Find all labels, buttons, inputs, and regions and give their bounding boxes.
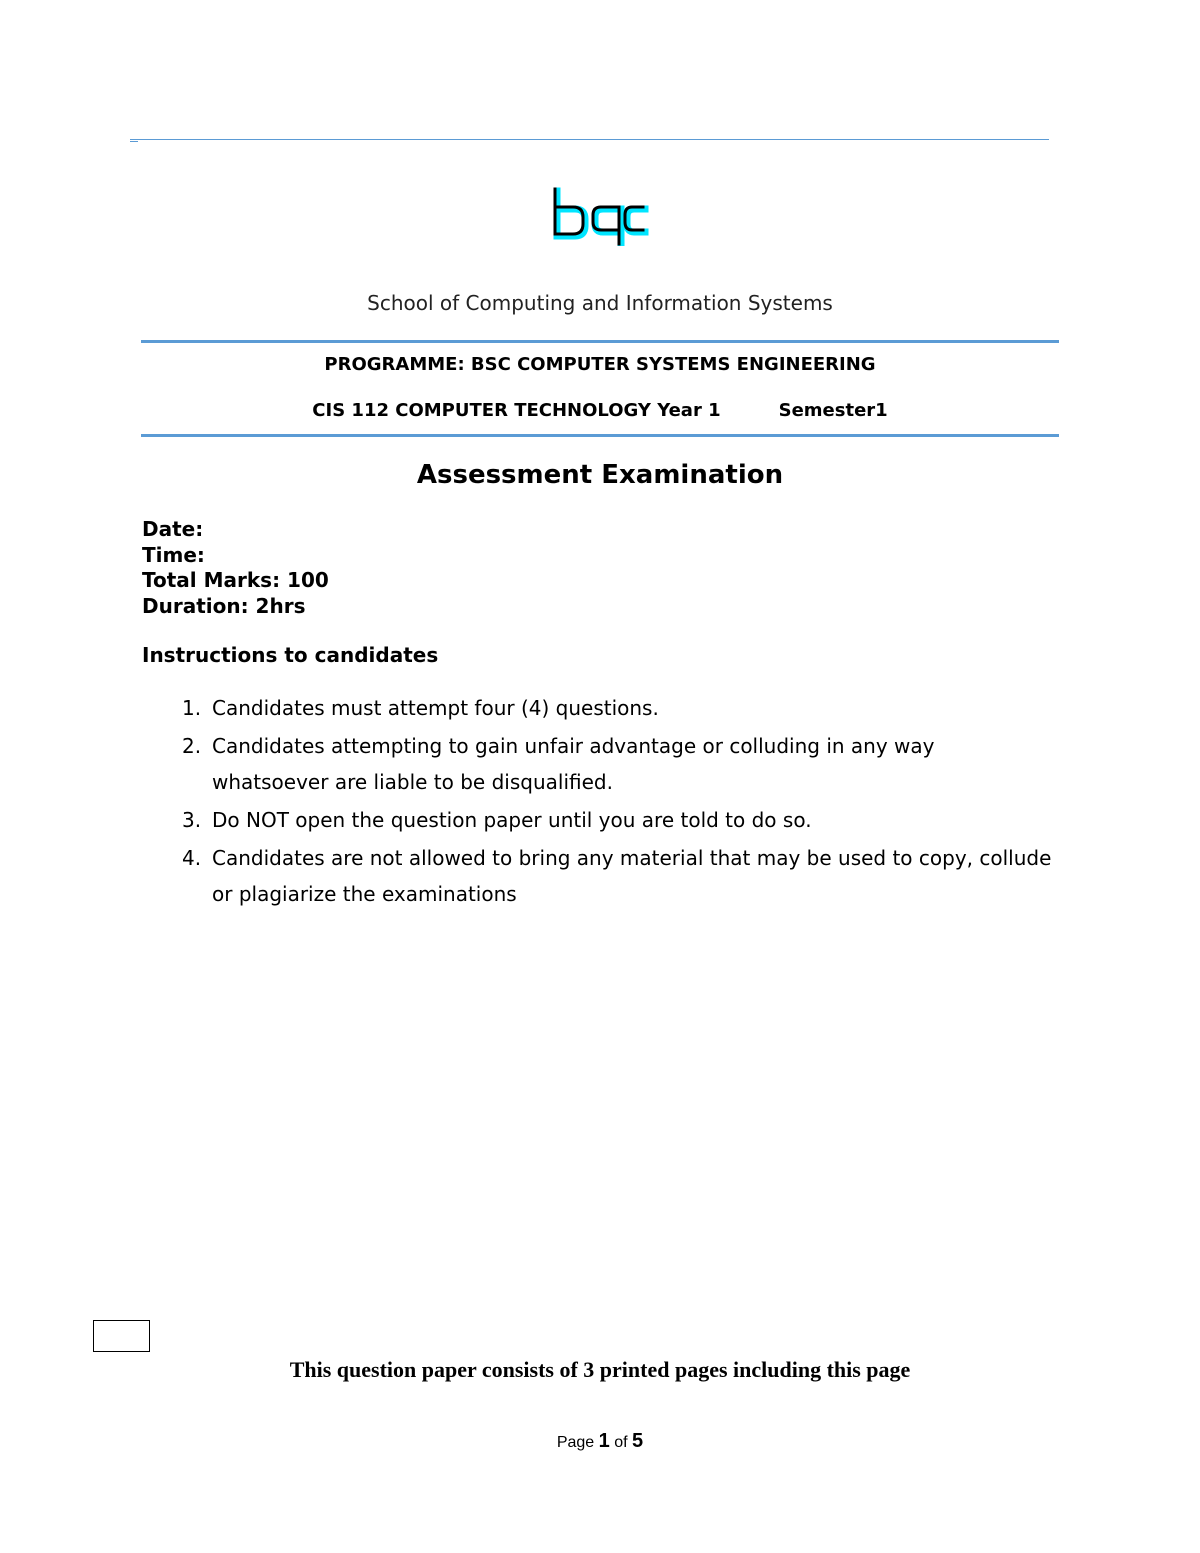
course-title: CIS 112 COMPUTER TECHNOLOGY Year 1 <box>312 400 721 421</box>
page-count-note: This question paper consists of 3 printed pages including this page <box>289 1357 911 1382</box>
date-label: Date: <box>142 517 204 541</box>
section-rule-top <box>141 340 1059 343</box>
bqc-logo <box>551 186 649 246</box>
section-rule-bottom <box>141 434 1059 437</box>
blank-box <box>93 1320 150 1352</box>
list-item-text: Candidates are not allowed to bring any material that may be used to copy, collude or plagiarize the examinations <box>212 846 1052 906</box>
page-current: 1 <box>598 1430 610 1452</box>
list-item-number: 3. <box>182 808 202 832</box>
page-word: Page <box>556 1434 595 1451</box>
list-item-text: Do NOT open the question paper until you are told to do so. <box>212 808 812 832</box>
page-total: 5 <box>632 1430 644 1452</box>
list-item-text: Candidates must attempt four (4) questions. <box>212 696 659 720</box>
list-item-number: 2. <box>182 734 202 758</box>
time-label: Time: <box>142 542 205 567</box>
list-item <box>142 802 1052 838</box>
exam-details <box>142 517 329 619</box>
course-line <box>0 400 1200 421</box>
page-number <box>0 1430 1200 1453</box>
list-item <box>142 728 1052 800</box>
list-item-text: Candidates attempting to gain unfair advantage or colluding in any way whatsoever are liable to be disqualified. <box>212 734 935 794</box>
duration: Duration: 2hrs <box>142 593 306 618</box>
instructions-heading: Instructions to candidates <box>142 643 439 667</box>
list-item-number: 1. <box>182 696 202 720</box>
list-item <box>142 690 1052 726</box>
list-item-number: 4. <box>182 846 202 870</box>
school-name: School of Computing and Information Systems <box>367 291 833 315</box>
header-rule <box>130 139 1049 140</box>
semester-label: Semester1 <box>778 400 888 421</box>
header-rule-tick <box>130 141 138 142</box>
page-of: of <box>614 1434 628 1451</box>
list-item <box>142 840 1052 912</box>
total-marks: Total Marks: 100 <box>142 568 329 592</box>
instructions-list <box>142 690 1052 914</box>
exam-title: Assessment Examination <box>416 460 784 490</box>
programme-title: PROGRAMME: BSC COMPUTER SYSTEMS ENGINEERING <box>324 354 876 375</box>
